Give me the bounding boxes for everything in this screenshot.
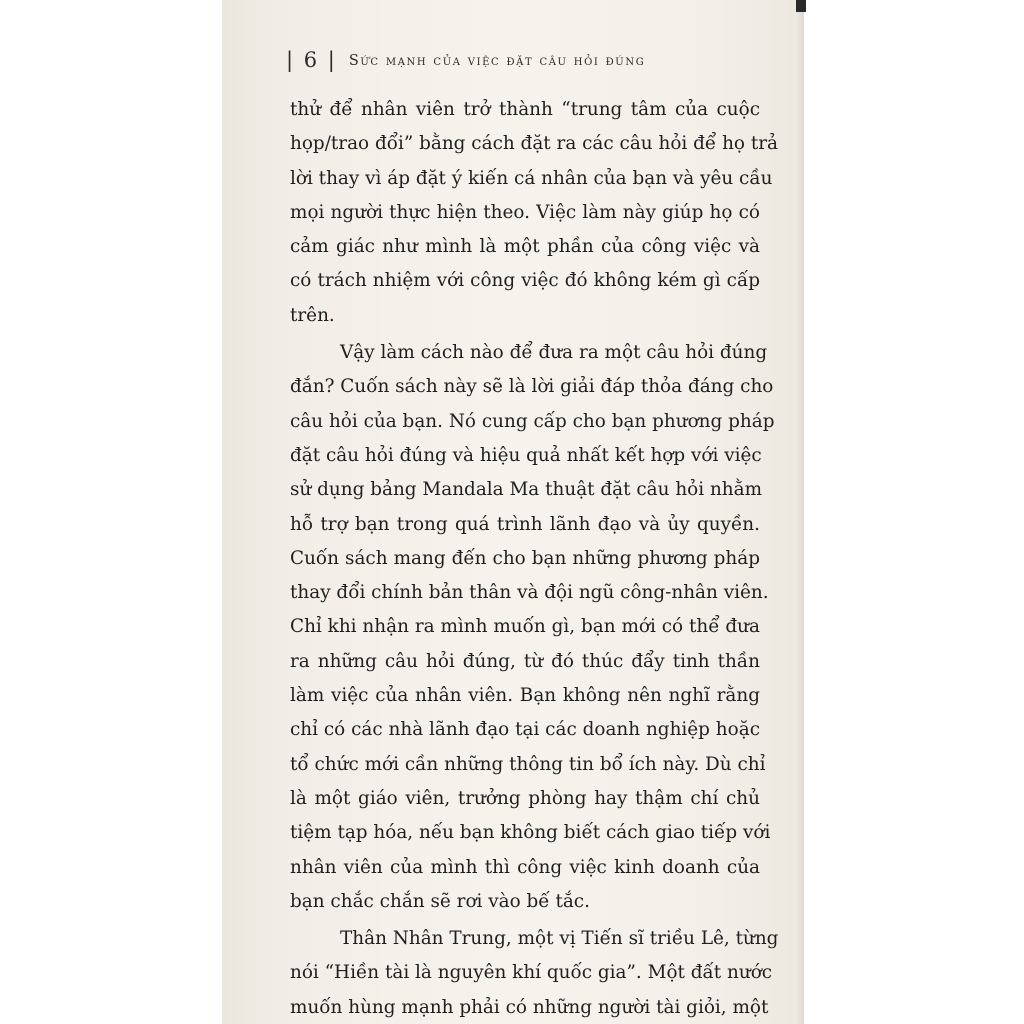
text-line: sử dụng bảng Mandala Ma thuật đặt câu hỏi nhằm	[290, 479, 763, 501]
body-text	[290, 93, 779, 1024]
running-head	[286, 48, 796, 72]
text-line: muốn hùng mạnh phải có những người tài giỏi, một	[290, 996, 769, 1018]
text-line: họp/trao đổi” bằng cách đặt ra các câu hỏi để họ trả	[290, 133, 778, 155]
text-line: ra những câu hỏi đúng, từ đó thúc đẩy tinh thần	[290, 650, 760, 672]
text-line: chỉ có các nhà lãnh đạo tại các doanh nghiệp hoặc	[290, 719, 760, 741]
text-line: nhân viên của mình thì công việc kinh doanh của	[290, 856, 760, 878]
paragraph	[290, 922, 779, 1024]
text-line: thay đổi chính bản thân và đội ngũ công-nhân viên.	[290, 582, 769, 604]
text-line: tổ chức mới cần những thông tin bổ ích này. Dù chỉ	[290, 753, 766, 775]
book-page	[222, 0, 804, 1024]
text-line: trên.	[290, 304, 335, 326]
text-line: lời thay vì áp đặt ý kiến cá nhân của bạn và yêu cầu	[290, 167, 773, 189]
text-line: tiệm tạp hóa, nếu bạn không biết cách giao tiếp với	[290, 822, 771, 844]
text-line: bạn chắc chắn sẽ rơi vào bế tắc.	[290, 890, 590, 912]
text-line: đắn? Cuốn sách này sẽ là lời giải đáp thỏa đáng cho	[290, 376, 774, 398]
text-line: có trách nhiệm với công việc đó không kém gì cấp	[290, 270, 760, 292]
page-corner-mark	[796, 0, 806, 12]
text-line: thử để nhân viên trở thành “trung tâm của cuộc	[290, 99, 760, 120]
text-line: cảm giác như mình là một phần của công việc và	[290, 236, 760, 258]
text-line: Thân Nhân Trung, một vị Tiến sĩ triều Lê, từng	[340, 928, 779, 950]
text-line: nói “Hiền tài là nguyên khí quốc gia”. Một đất nước	[290, 962, 773, 984]
page-number: | 6 |	[286, 48, 337, 72]
text-line: là một giáo viên, trưởng phòng hay thậm chí chủ	[290, 787, 760, 809]
running-head-title: Sức mạnh của việc đặt câu hỏi đúng	[348, 53, 646, 69]
text-line: làm việc của nhân viên. Bạn không nên nghĩ rằng	[290, 685, 760, 707]
text-line: đặt câu hỏi đúng và hiệu quả nhất kết hợp với việc	[290, 444, 762, 466]
text-line: câu hỏi của bạn. Nó cung cấp cho bạn phương pháp	[290, 410, 775, 432]
text-line: hỗ trợ bạn trong quá trình lãnh đạo và ủy quyền.	[290, 513, 760, 535]
paragraph	[290, 93, 778, 333]
text-line: Cuốn sách mang đến cho bạn những phương pháp	[290, 547, 760, 569]
text-line: Chỉ khi nhận ra mình muốn gì, bạn mới có thể đưa	[290, 616, 760, 638]
text-line: Vậy làm cách nào để đưa ra một câu hỏi đúng	[340, 342, 768, 364]
paragraph	[290, 336, 775, 919]
text-line: mọi người thực hiện theo. Việc làm này giúp họ có	[290, 201, 760, 223]
